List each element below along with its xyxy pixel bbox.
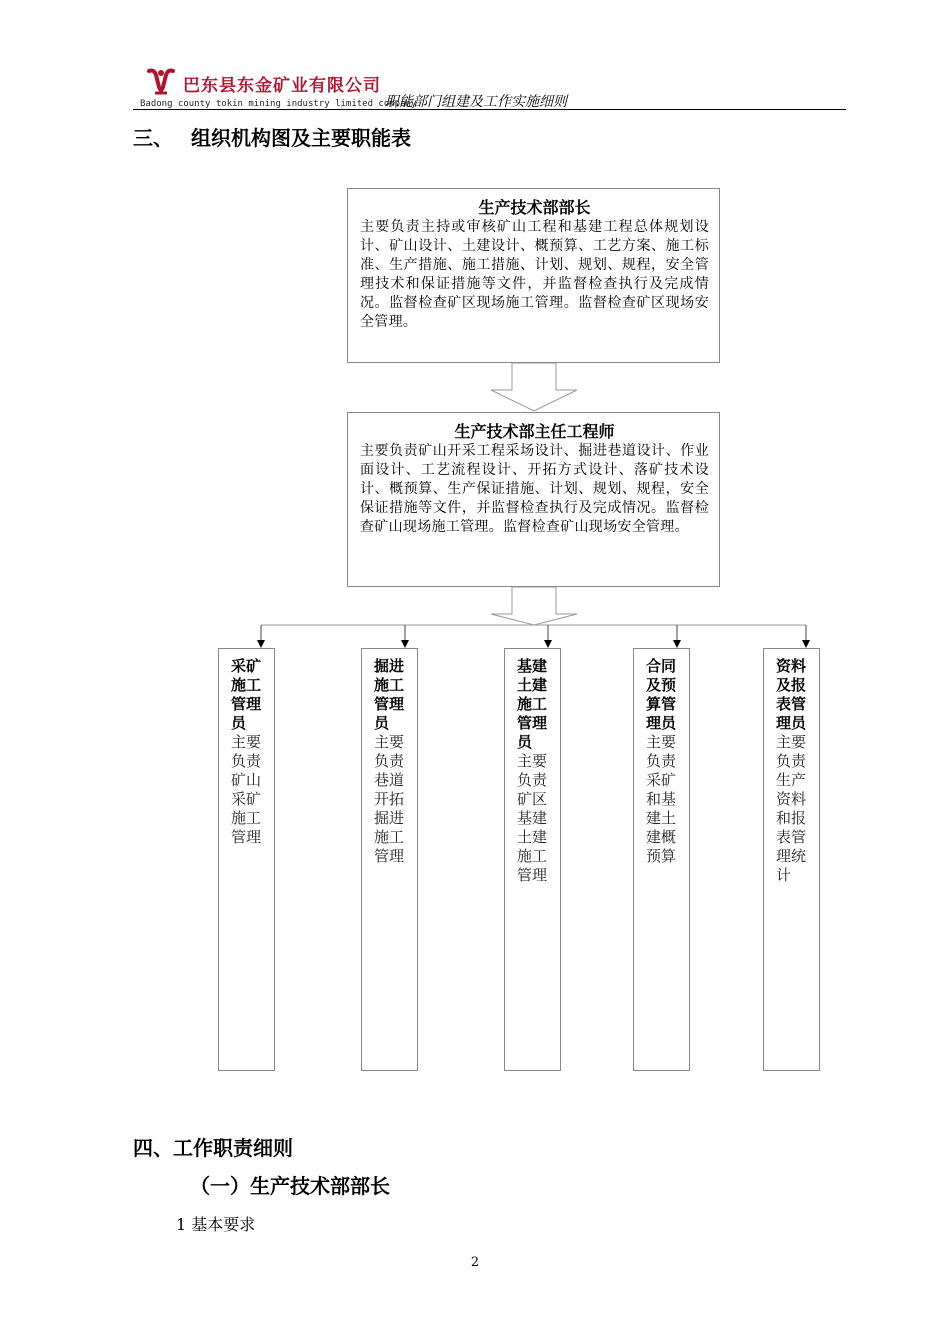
section-3-number: 三、	[133, 126, 173, 150]
branch-arrowheads	[257, 640, 810, 648]
page-number: 2	[470, 1255, 480, 1270]
org-box-description: 主要负责采矿和基建土建概预算	[646, 733, 677, 865]
org-box-description: 主要负责矿山采矿施工管理	[231, 733, 262, 846]
org-box-records-report-manager	[763, 648, 820, 1071]
org-box-department-head	[347, 188, 720, 363]
branch-drops	[261, 625, 806, 641]
org-box-description: 主要负责巷道开拓掘进施工管理	[374, 733, 405, 865]
company-name-en: Badong county tokin mining industry limited company	[140, 99, 417, 109]
org-box-contract-budget-manager	[633, 648, 690, 1071]
section-4-heading: 四、工作职责细则	[133, 1136, 293, 1160]
org-box-title: 生产技术部主任工程师	[454, 422, 615, 441]
paragraph-basic-requirements: 1 基本要求	[176, 1215, 256, 1234]
org-box-mining-manager	[218, 648, 275, 1071]
org-box-title: 掘进施工管理员	[374, 657, 405, 732]
org-box-title: 采矿施工管理员	[231, 657, 262, 732]
org-box-title: 合同及预算管理员	[646, 657, 677, 732]
hollow-arrow-2	[491, 587, 577, 625]
org-box-title: 资料及报表管理员	[776, 657, 807, 732]
subsection-1-heading: （一）生产技术部部长	[190, 1174, 390, 1198]
org-box-description: 主要负责主持或审核矿山工程和基建工程总体规划设计、矿山设计、土建设计、概预算、工艺方案、施工标准、生产措施、施工措施、计划、规划、规程，安全管理技术和保证措施等文件，并监督检查执行及完成情况。监督检查矿区现场施工管理。监督检查矿区现场安全管理。	[360, 219, 709, 330]
org-box-tunneling-manager	[361, 648, 418, 1071]
org-box-description: 主要负责生产资料和报表管理统计	[776, 733, 807, 884]
document-title: 职能部门组建及工作实施细则	[385, 94, 567, 110]
section-3-title: 组织机构图及主要职能表	[191, 126, 411, 150]
org-box-chief-engineer	[347, 412, 720, 587]
hollow-arrow-1	[491, 363, 577, 411]
company-name-cn: 巴东县东金矿业有限公司	[183, 76, 381, 96]
org-box-description: 主要负责矿山开采工程采场设计、掘进巷道设计、作业面设计、工艺流程设计、开拓方式设计、落矿技术设计、概预算、生产保证措施、计划、规划、规程，安全保证措施等文件，并监督检查执行及完成情况。监督检查矿山现场施工管理。监督检查矿山现场安全管理。	[360, 443, 709, 535]
org-box-description: 主要负责矿区基建土建施工管理	[517, 752, 548, 884]
org-box-title: 基建土建施工管理员	[517, 657, 548, 751]
org-box-title: 生产技术部部长	[478, 198, 591, 217]
org-box-construction-manager	[504, 648, 561, 1071]
